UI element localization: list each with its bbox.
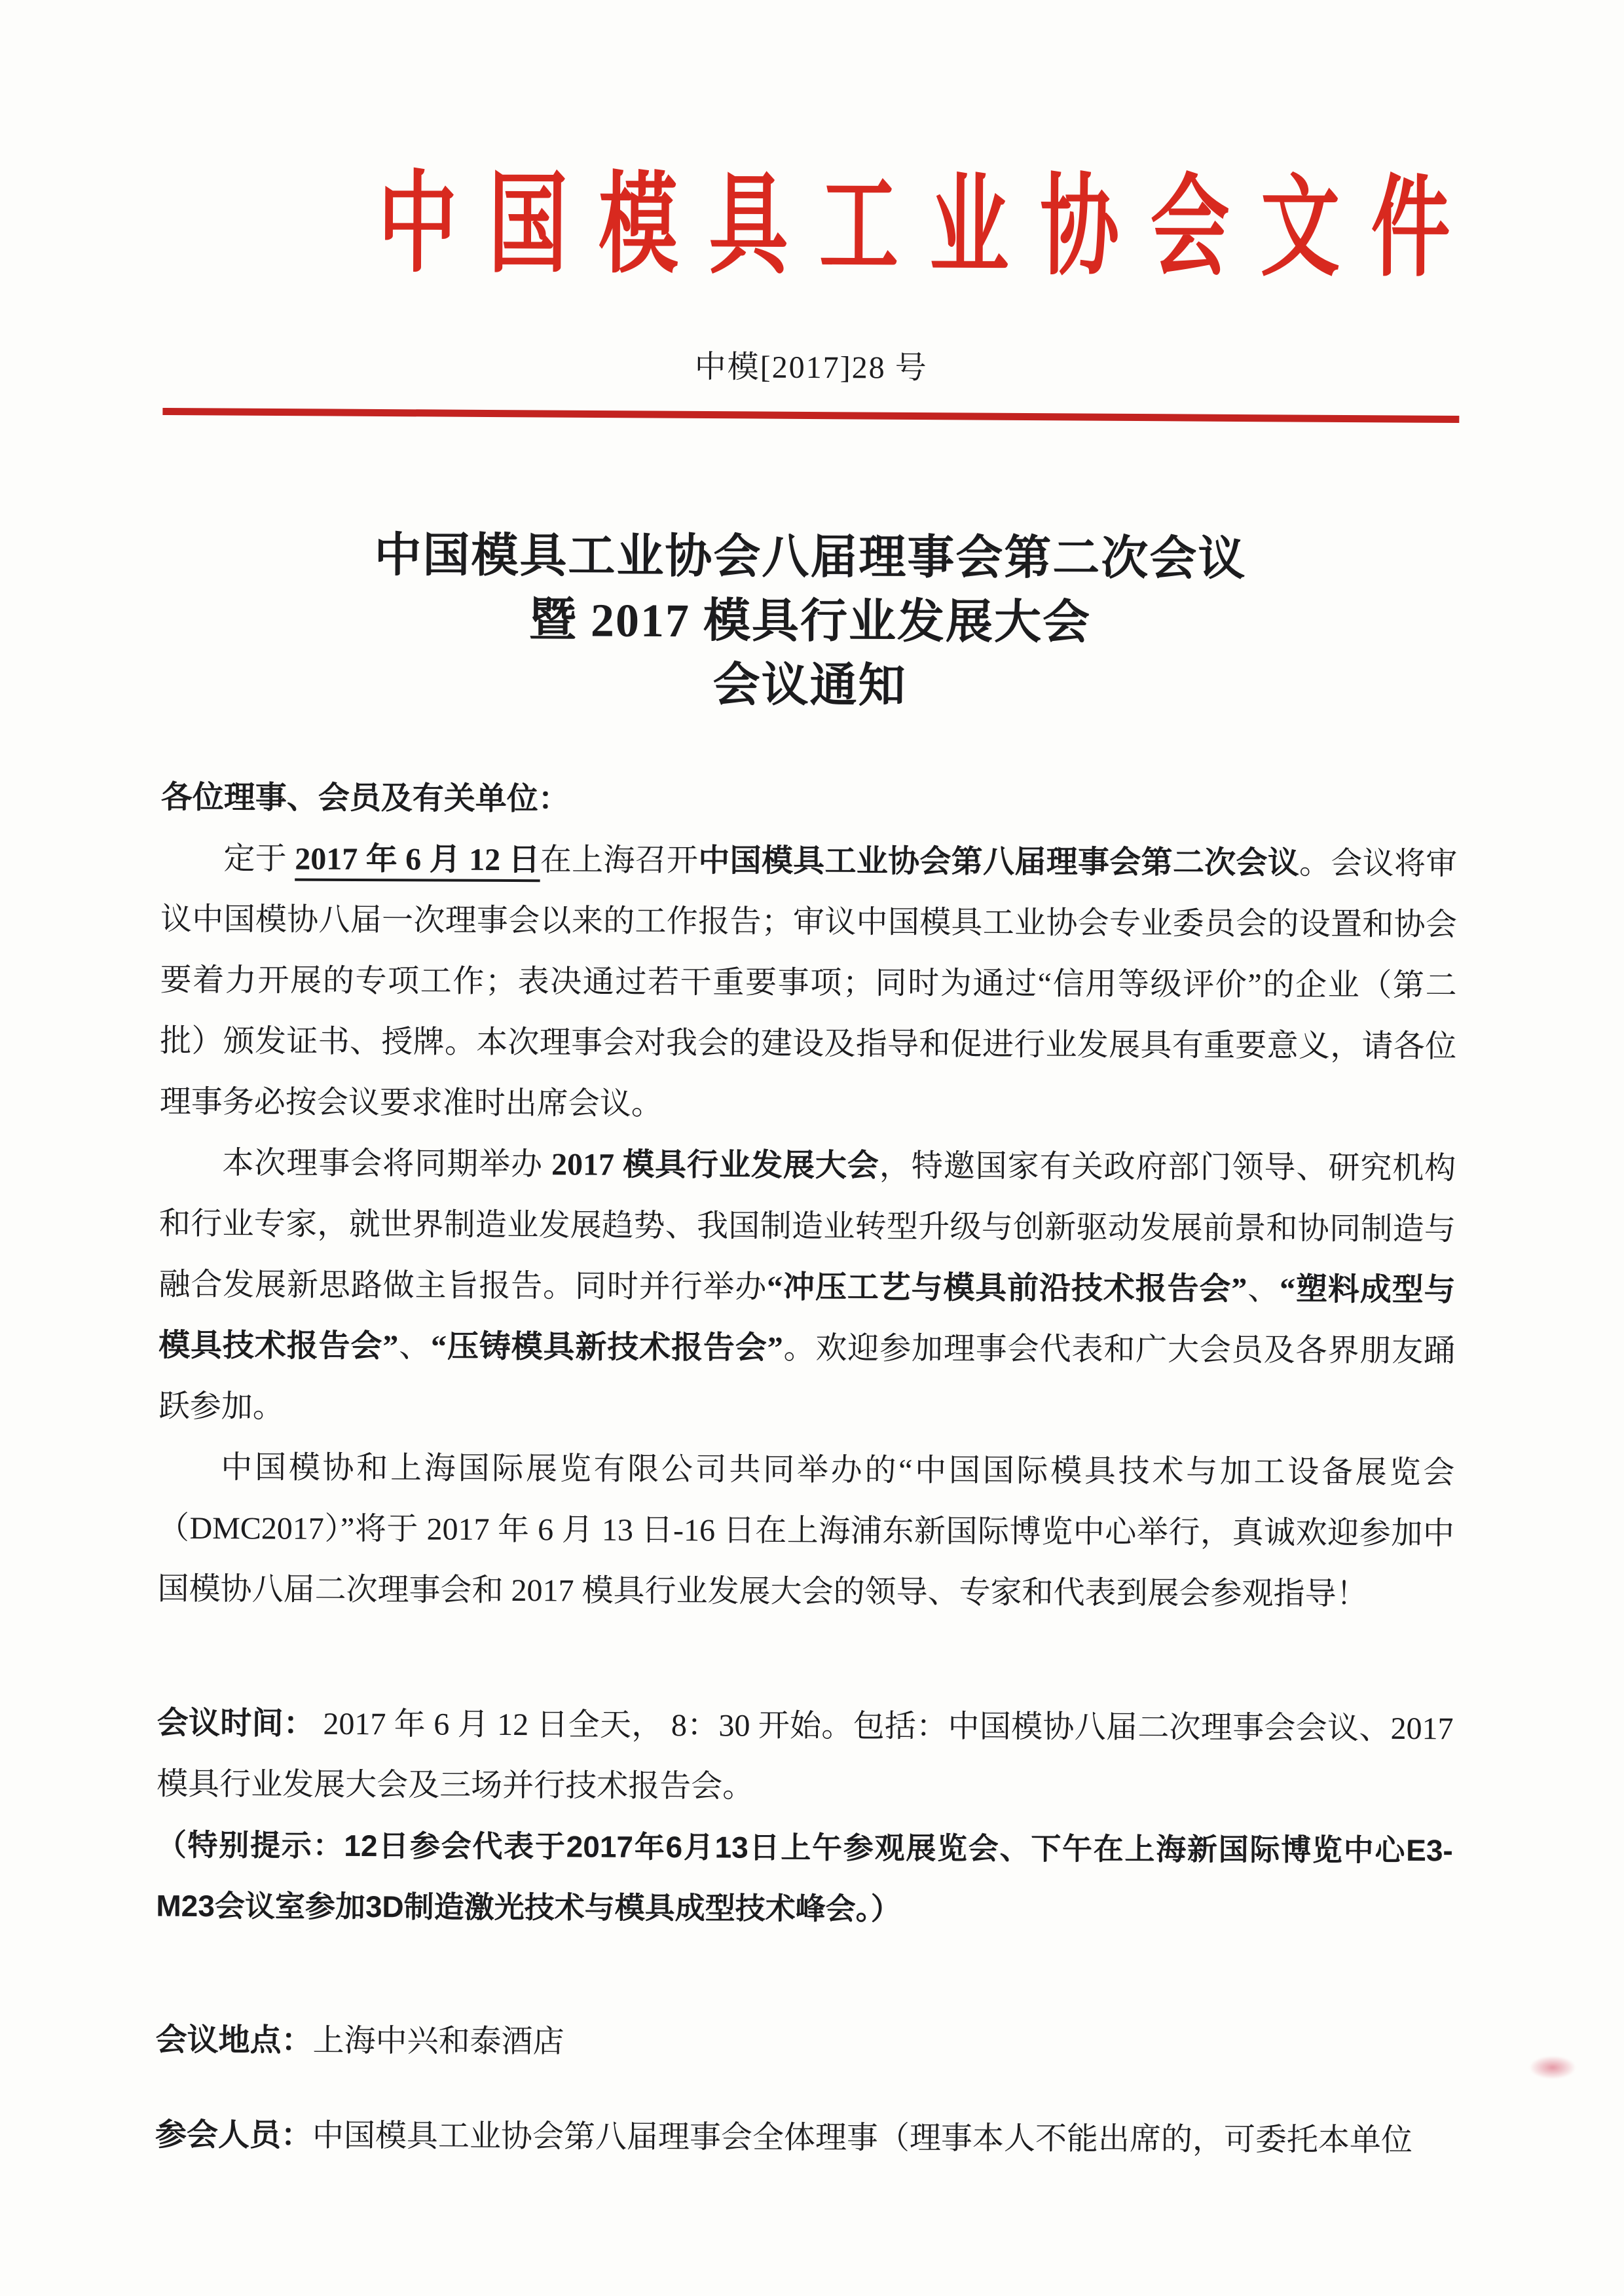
text-run: 上海中兴和泰酒店 [312, 2023, 564, 2060]
red-divider-rule [162, 408, 1459, 423]
text-run: 2017 模具行业发展大会 [551, 1147, 879, 1184]
body-paragraph [155, 2010, 1452, 2077]
body-paragraph [157, 1437, 1454, 1626]
text-run: 2017 年 6 月 12 日全天， 8：30 开始。包括：中国模协八届二次理事会会议、2017 模具行业发展大会及三场并行技术报告会。 [157, 1706, 1454, 1804]
body-paragraph [158, 1133, 1456, 1443]
text-run: 定于 [223, 841, 295, 877]
text-run: 中国模具工业协会第八届理事会第二次会议 [698, 843, 1300, 881]
body-paragraph [156, 1815, 1453, 1942]
notice-title-line-2: 暨 2017 模具行业发展大会 [528, 594, 1092, 649]
text-run: 会议时间： [157, 1705, 316, 1741]
text-run: 。欢迎参加理事会代表和广大会员及各界朋友踊跃参加。 [158, 1330, 1456, 1425]
text-run: （特别提示：12日参会代表于2017年6月13日上午参观展览会、下午在上海新国际博览中心E3-M23会议室参加3D制造激光技术与模具成型技术峰会。） [156, 1827, 1453, 1926]
notice-title-line-3: 会议通知 [712, 659, 907, 712]
text-run: 中国模协和上海国际展览有限公司共同举办的“中国国际模具技术与加工设备展览会（DMC2017）”将于 2017 年 6 月 13 日-16 日在上海浦东新国际博览中心举行，真诚欢迎参加中国模协八届二次理事会和 2017 模具行业发展大会的领导、专家和代表到展会参观指导！ [157, 1450, 1455, 1612]
text-run: “塑料成型与模具技术报告会” [158, 1272, 1456, 1364]
letterhead-title [163, 164, 1482, 291]
body-paragraph [160, 828, 1458, 1139]
text-run: ，特邀国家有关政府部门领导、研究机构和行业专家，就世界制造业发展趋势、我国制造业转型升级与创新驱动发展前景和协同制造与融合发展新思路做主旨报告。同时并行举办 [158, 1148, 1456, 1305]
body-paragraph [157, 1693, 1454, 1821]
text-run: “压铸模具新技术报告会” [430, 1329, 783, 1366]
text-run: 本次理事会将同期举办 [222, 1146, 552, 1182]
scan-artifact [1529, 2056, 1576, 2079]
text-run: 在上海召开 [540, 843, 699, 879]
body-paragraph [161, 767, 1458, 834]
text-run: 中国模具工业协会第八届理事会全体理事（理事本人不能出席的，可委托本单位 [312, 2118, 1413, 2159]
text-run: 各位理事、会员及有关单位： [160, 780, 570, 817]
document-content [0, 164, 1624, 2172]
text-run: 、 [398, 1329, 432, 1364]
notice-title-line-1: 中国模具工业协会八届理事会第二次会议 [374, 529, 1247, 585]
body-paragraph [155, 2105, 1452, 2172]
text-run: 、 [1247, 1271, 1280, 1307]
letterhead-title-text: 中国模具工业协会文件 [377, 164, 1482, 291]
text-run: 。会议将审议中国模协八届一次理事会以来的工作报告；审议中国模具工业协会专业委员会的设置和协会要着力开展的专项工作；表决通过若干重要事项；同时为通过“信用等级评价”的企业（第二批）颁发证书、授牌。本次理事会对我会的建设及指导和促进行业发展具有重要意义，请各位理事务必按会议要求准时出席会议。 [159, 846, 1458, 1122]
text-run: 会议地点： [155, 2022, 313, 2058]
document-number: 中模[2017]28 号 [694, 350, 928, 386]
text-run: 2017 年 6 月 12 日 [295, 841, 540, 878]
notice-title [161, 522, 1458, 721]
document-body [155, 767, 1458, 2172]
text-run: 参会人员： [155, 2117, 313, 2153]
text-run: “冲压工艺与模具前沿技术报告会” [767, 1269, 1247, 1307]
